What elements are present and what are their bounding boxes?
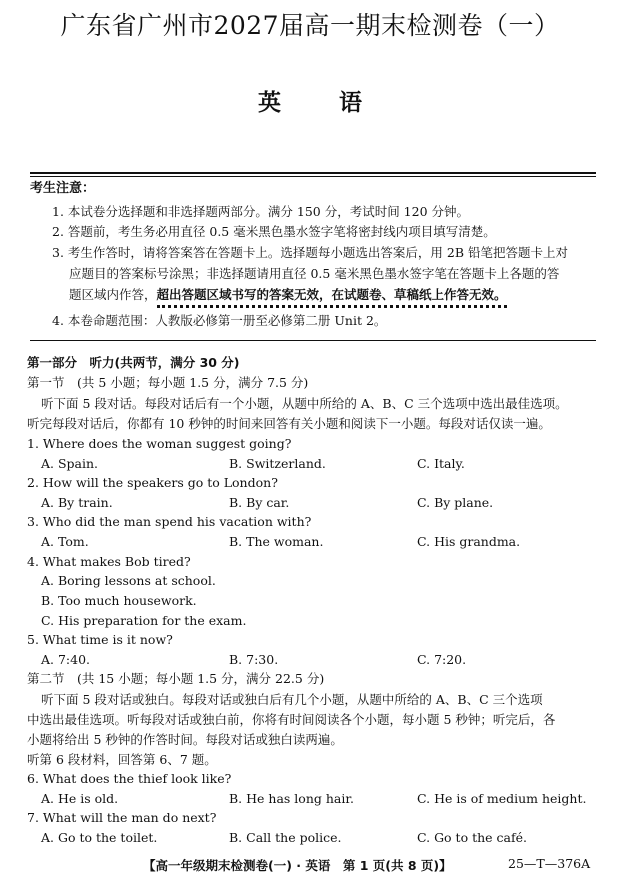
- subject-char-1: 英: [258, 90, 281, 116]
- question-1: 1. Where does the woman suggest going?: [27, 436, 292, 451]
- part1-heading: 第一部分 听力(共两节，满分 30 分): [27, 355, 240, 370]
- q2-option-c: C. By plane.: [417, 495, 494, 510]
- section2-instructions-3: 小题将给出 5 秒钟的作答时间。每段对话或独白读两遍。: [27, 732, 343, 747]
- question-3: 3. Who did the man spend his vacation with?: [27, 514, 312, 529]
- q5-option-c: C. 7:20.: [417, 652, 467, 667]
- q7-option-b: B. Call the police.: [229, 830, 342, 845]
- notice-item-4: 4. 本卷命题范围：人教版必修第一册至必修第二册 Unit 2。: [52, 313, 387, 328]
- notice-item-3-cont: 应题目的答案标号涂黑；非选择题请用直径 0.5 毫米黑色墨水签字笔在答题卡上各题的答: [69, 266, 560, 281]
- q5-option-a: A. 7:40.: [41, 652, 91, 667]
- notice-bottom-rule: [30, 340, 596, 341]
- q6-option-b: B. He has long hair.: [229, 791, 354, 806]
- section1-instructions-2: 听完每段对话后，你都有 10 秒钟的时间来回答有关小题和阅读下一小题。每段对话仅读一遍。: [27, 416, 551, 431]
- footer-code: 25—T—376A: [508, 856, 591, 871]
- section2-heading: 第二节 (共 15 小题；每小题 1.5 分，满分 22.5 分): [27, 671, 325, 686]
- notice-item-2: 2. 答题前，考生务必用直径 0.5 毫米黑色墨水签字笔将密封线内项目填写清楚。: [52, 224, 496, 239]
- section2-instructions-1: 听下面 5 段对话或独白。每段对话或独白后有几个小题，从题中所给的 A、B、C 三个选项: [41, 692, 543, 707]
- q1-option-c: C. Italy.: [417, 456, 465, 471]
- q1-option-a: A. Spain.: [41, 456, 99, 471]
- footer-page-info: [143, 856, 452, 874]
- q2-option-b: B. By car.: [229, 495, 290, 510]
- q4-option-b: B. Too much housework.: [41, 593, 197, 608]
- q3-option-a: A. Tom.: [41, 534, 89, 549]
- exam-title: 广东省广州市2027届高一期末检测卷（一）: [60, 11, 560, 40]
- q6-option-a: A. He is old.: [41, 791, 119, 806]
- section2-instructions-2: 中选出最佳选项。听每段对话或独白前，你将有时间阅读各个小题，每小题 5 秒钟；听完后，各: [27, 712, 556, 727]
- question-6: 6. What does the thief look like?: [27, 771, 232, 786]
- section1-heading: 第一节 (共 5 小题；每小题 1.5 分，满分 7.5 分): [27, 375, 309, 390]
- question-2: 2. How will the speakers go to London?: [27, 475, 278, 490]
- subject-title: [0, 84, 620, 117]
- q3-option-b: B. The woman.: [229, 534, 324, 549]
- question-4: 4. What makes Bob tired?: [27, 554, 191, 569]
- q7-option-c: C. Go to the café.: [417, 830, 527, 845]
- notice-item-3-tail: 题区域内作答，: [69, 287, 157, 302]
- q2-option-a: A. By train.: [41, 495, 113, 510]
- q4-option-a: A. Boring lessons at school.: [41, 573, 216, 588]
- subject-char-2: 语: [339, 90, 362, 116]
- question-7: 7. What will the man do next?: [27, 810, 217, 825]
- q7-option-a: A. Go to the toilet.: [41, 830, 158, 845]
- notice-item-1: 1. 本试卷分选择题和非选择题两部分。满分 150 分，考试时间 120 分钟。: [52, 204, 470, 219]
- question-5: 5. What time is it now?: [27, 632, 173, 647]
- notice-top-rule: [30, 172, 596, 174]
- notice-item-3: 3. 考生作答时，请将答案答在答题卡上。选择题每小题选出答案后，用 2B 铅笔把答题卡上对: [52, 245, 568, 260]
- q3-option-c: C. His grandma.: [417, 534, 521, 549]
- notice-emphasis: 超出答题区域书写的答案无效，在试题卷、草稿纸上作答无效。: [157, 287, 507, 308]
- notice-top-rule-thin: [30, 176, 596, 177]
- footer-label: 【高一年级期末检测卷(一) · 英语 第 1 页(共 8 页)】: [143, 858, 452, 873]
- q4-option-c: C. His preparation for the exam.: [41, 613, 247, 628]
- material-6-note: 听第 6 段材料，回答第 6、7 题。: [27, 752, 217, 767]
- q6-option-c: C. He is of medium height.: [417, 791, 587, 806]
- section1-instructions-1: 听下面 5 段对话。每段对话后有一个小题，从题中所给的 A、B、C 三个选项中选出最佳选项。: [41, 396, 568, 411]
- q1-option-b: B. Switzerland.: [229, 456, 326, 471]
- notice-heading: 考生注意：: [30, 181, 96, 196]
- q5-option-b: B. 7:30.: [229, 652, 279, 667]
- notice-item-3-cont2: [69, 287, 507, 303]
